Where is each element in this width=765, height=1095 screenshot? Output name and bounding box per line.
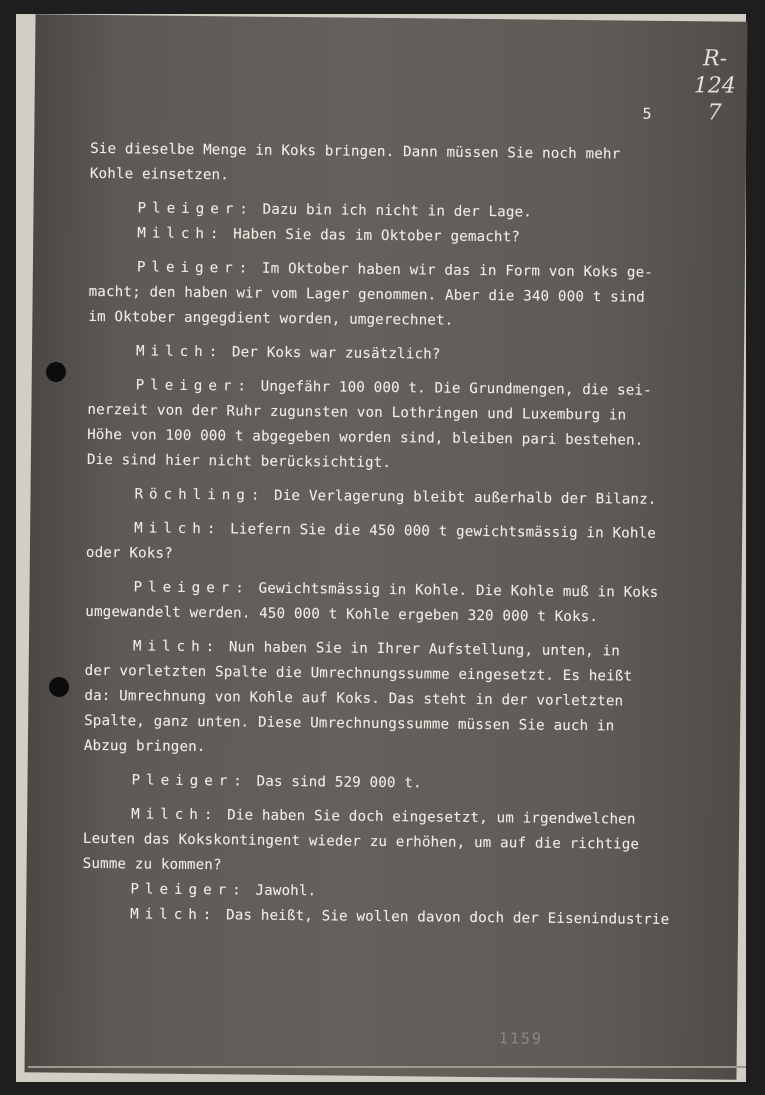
- line-text: Abzug bringen.: [83, 737, 206, 756]
- speaker-name: Milch:: [134, 520, 222, 538]
- line-text: Jawohl.: [246, 882, 317, 900]
- line-text: macht; den haben wir vom Lager genommen. Aber die 340 000 t sind: [88, 283, 645, 306]
- archive-code-line: R-124: [693, 46, 736, 99]
- line-text: da: Umrechnung von Kohle auf Koks. Das steht in der vorletzten: [84, 687, 624, 710]
- line-text: im Oktober angegdient worden, umgerechnet.: [88, 308, 454, 329]
- speaker-name: Milch:: [132, 638, 221, 656]
- line-text: Die Verlagerung bleibt außerhalb der Bilanz.: [265, 487, 657, 508]
- line-text: Das sind 529 000 t.: [247, 773, 422, 792]
- line-text: Liefern Sie die 450 000 t gewichtsmässig in Kohle: [221, 521, 657, 542]
- line-text: Die haben Sie doch eingesetzt, um irgendwelchen: [218, 807, 636, 828]
- line-text: Höhe von 100 000 t abgegeben worden sind, bleiben pari bestehen.: [87, 426, 644, 449]
- speaker-line: [82, 902, 690, 933]
- speaker-name: Pleiger:: [136, 259, 254, 277]
- archive-code-line: 7: [707, 100, 722, 126]
- speaker-name: Pleiger:: [131, 772, 248, 790]
- speaker-name: Pleiger:: [133, 579, 250, 597]
- page-number: 5: [642, 104, 652, 123]
- speaker-name: Milch:: [135, 343, 224, 361]
- punch-hole: [49, 677, 69, 697]
- archive-code: [684, 45, 745, 127]
- line-text: Dazu bin ich nicht in der Lage.: [253, 201, 533, 221]
- line-text: der vorletzten Spalte die Umrechnungssumme eingesetzt. Es heißt: [84, 662, 633, 685]
- speaker-name: Milch:: [137, 225, 225, 243]
- sheet-edge: [28, 1066, 746, 1068]
- speaker-name: Pleiger:: [130, 881, 247, 899]
- line-text: Der Koks war zusätzlich?: [223, 344, 441, 363]
- line-text: umgewandelt werden. 450 000 t Kohle ergeben 320 000 t Koks.: [85, 603, 599, 626]
- line-text: nerzeit von der Ruhr zugunsten von Lothringen und Luxemburg in: [87, 401, 627, 424]
- line-text: Sie dieselbe Menge in Koks bringen. Dann müssen Sie noch mehr: [90, 140, 621, 163]
- line-text: Die sind hier nicht berücksichtigt.: [86, 451, 392, 472]
- line-text: Spalte, ganz unten. Diese Umrechnungssumme müssen Sie auch in: [84, 712, 615, 735]
- line-text: Summe zu kommen?: [82, 855, 222, 874]
- line-text: Kohle einsetzen.: [89, 165, 230, 184]
- line-text: Im Oktober haben wir das in Form von Koks ge-: [253, 260, 654, 281]
- line-text: Nun haben Sie in Ihrer Aufstellung, unten, in: [220, 639, 621, 660]
- line-text: Leuten das Kokskontingent wieder zu erhöhen, um auf die richtige: [82, 830, 640, 853]
- footer-number: 1159: [498, 1029, 544, 1048]
- transcript-body: [82, 137, 698, 933]
- speaker-name: Pleiger:: [137, 200, 254, 218]
- speaker-name: Milch:: [131, 806, 219, 824]
- punch-hole: [46, 362, 66, 382]
- speaker-name: Röchling:: [134, 486, 266, 504]
- speaker-name: Milch:: [130, 906, 218, 924]
- line-text: Ungefähr 100 000 t. Die Grundmengen, die sei-: [251, 378, 652, 399]
- line-text: oder Koks?: [85, 544, 173, 562]
- line-text: Haben Sie das im Oktober gemacht?: [224, 226, 521, 246]
- line-text: Gewichtsmässig in Kohle. Die Kohle muß in Koks: [249, 580, 659, 601]
- typed-page: [24, 14, 747, 1079]
- line-text: Das heißt, Sie wollen davon doch der Eisenindustrie: [217, 907, 670, 928]
- speaker-name: Pleiger:: [135, 377, 253, 395]
